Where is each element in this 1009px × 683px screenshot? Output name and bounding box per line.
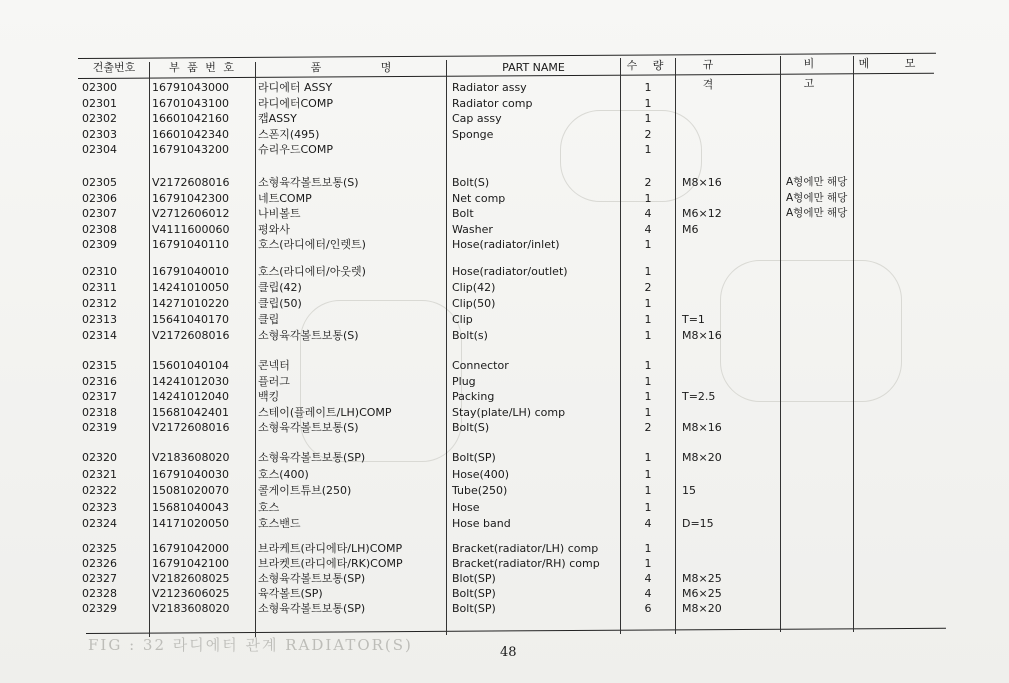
- qty-cell: 1: [644, 359, 652, 372]
- code-cell: 02311: [82, 281, 117, 294]
- part-name-cell: Hose(400): [452, 467, 510, 481]
- qty-cell: 1: [644, 238, 652, 251]
- code-cell: 02318: [82, 405, 117, 419]
- table-row: [0, 500, 1009, 515]
- code-cell: 02300: [82, 81, 117, 94]
- figure-caption: FIG : 32 라디에터 관계 RADIATOR(S): [88, 636, 413, 654]
- remark-cell: A형에만 해당: [786, 191, 848, 204]
- remark-cell: A형에만 해당: [786, 207, 848, 219]
- qty-cell: 1: [644, 405, 652, 419]
- table-row: [0, 312, 1009, 327]
- part-number-cell: 16601042340: [152, 127, 229, 141]
- part-name-cell: Hose(radiator/outlet): [452, 265, 568, 278]
- code-cell: 02302: [82, 112, 117, 125]
- header-part-number: 부 품 번 호: [169, 61, 236, 74]
- header-spec: 규 격: [702, 58, 754, 91]
- part-name-cell: Washer: [452, 222, 493, 236]
- header-name-kor: 품 명: [310, 61, 392, 74]
- part-name-cell: Bolt(s): [452, 329, 488, 342]
- name-kor-cell: 소형육각볼트보통(S): [258, 329, 359, 342]
- name-kor-cell: 나비볼트: [258, 207, 301, 220]
- part-number-cell: V2172608016: [152, 176, 230, 189]
- part-number-cell: V2183608020: [152, 451, 230, 464]
- qty-cell: 2: [644, 421, 652, 434]
- code-cell: 02310: [82, 265, 117, 278]
- qty-cell: 1: [644, 542, 652, 555]
- qty-cell: 1: [644, 329, 652, 342]
- code-cell: 02306: [82, 191, 117, 205]
- spec-cell: M8×16: [682, 329, 722, 342]
- table-row: [0, 358, 1009, 373]
- part-number-cell: 14241012030: [152, 374, 229, 388]
- code-cell: 02322: [82, 484, 117, 497]
- code-cell: 02321: [82, 467, 117, 481]
- part-name-cell: Clip(50): [452, 297, 496, 310]
- table-row: [0, 483, 1009, 498]
- code-cell: 02317: [82, 390, 117, 403]
- name-kor-cell: 스테이(플레이트/LH)COMP: [258, 405, 392, 419]
- part-name-cell: Bolt: [452, 207, 474, 220]
- qty-cell: 4: [644, 572, 652, 585]
- name-kor-cell: 스폰지(495): [258, 127, 320, 141]
- part-number-cell: 16791043200: [152, 143, 229, 156]
- spec-cell: M6×25: [682, 587, 722, 600]
- code-cell: 02304: [82, 143, 117, 156]
- part-name-cell: Cap assy: [452, 112, 502, 125]
- code-cell: 02326: [82, 557, 117, 570]
- name-kor-cell: 슈리우드COMP: [258, 143, 333, 156]
- name-kor-cell: 네트COMP: [258, 191, 312, 205]
- part-number-cell: V2182608025: [152, 572, 230, 585]
- name-kor-cell: 클립(42): [258, 281, 302, 294]
- code-cell: 02313: [82, 313, 117, 326]
- part-name-cell: Radiator comp: [452, 96, 533, 110]
- spec-cell: M6×12: [682, 207, 722, 220]
- part-name-cell: Net comp: [452, 191, 506, 205]
- name-kor-cell: 호스(라디에터/아웃렛): [258, 265, 366, 278]
- qty-cell: 1: [644, 500, 652, 514]
- part-number-cell: 16791040110: [152, 238, 229, 251]
- part-number-cell: 15681042401: [152, 405, 229, 419]
- part-number-cell: 16791042000: [152, 542, 229, 555]
- part-number-cell: 15641040170: [152, 313, 229, 326]
- code-cell: 02320: [82, 451, 117, 464]
- spec-cell: M6: [682, 222, 699, 236]
- code-cell: 02301: [82, 96, 117, 110]
- qty-cell: 1: [644, 265, 652, 278]
- code-cell: 02327: [82, 572, 117, 585]
- part-name-cell: Connector: [452, 359, 509, 372]
- qty-cell: 2: [644, 176, 652, 189]
- code-cell: 02303: [82, 127, 117, 141]
- part-name-cell: Hose(radiator/inlet): [452, 238, 560, 251]
- part-name-cell: Hose band: [452, 517, 511, 530]
- table-row: [0, 571, 1009, 586]
- spec-cell: M8×25: [682, 572, 722, 585]
- code-cell: 02305: [82, 176, 117, 189]
- table-row: [0, 467, 1009, 482]
- part-name-cell: Bolt(S): [452, 421, 490, 434]
- part-number-cell: V2172608016: [152, 329, 230, 342]
- part-name-cell: Packing: [452, 390, 495, 403]
- table-row: [0, 237, 1009, 252]
- table-row: [0, 127, 1009, 142]
- part-number-cell: 16791042100: [152, 557, 229, 570]
- part-name-cell: Sponge: [452, 127, 494, 141]
- name-kor-cell: 소형육각볼트보통(S): [258, 421, 359, 434]
- table-row: [0, 516, 1009, 531]
- table-row: [0, 374, 1009, 389]
- code-cell: 02324: [82, 517, 117, 530]
- part-number-cell: V2183608020: [152, 602, 230, 615]
- code-cell: 02319: [82, 421, 117, 434]
- spec-cell: M8×16: [682, 421, 722, 434]
- table-row: [0, 80, 1009, 95]
- part-name-cell: Clip: [452, 313, 473, 326]
- table-row: [0, 206, 1009, 221]
- part-number-cell: 14271010220: [152, 297, 229, 310]
- part-name-cell: Clip(42): [452, 281, 496, 294]
- qty-cell: 1: [644, 191, 652, 205]
- part-number-cell: 14171020050: [152, 517, 229, 530]
- part-name-cell: Bolt(SP): [452, 602, 496, 615]
- qty-cell: 1: [644, 96, 652, 110]
- spec-cell: M8×20: [682, 451, 722, 464]
- qty-cell: 1: [644, 467, 652, 481]
- header-remark: 비 고: [803, 57, 831, 90]
- qty-cell: 1: [644, 297, 652, 310]
- table-row: [0, 142, 1009, 157]
- code-cell: 02308: [82, 222, 117, 236]
- part-number-cell: 14241010050: [152, 281, 229, 294]
- qty-cell: 4: [644, 207, 652, 220]
- qty-cell: 1: [644, 451, 652, 464]
- name-kor-cell: 호스: [258, 500, 280, 514]
- name-kor-cell: 클립: [258, 313, 280, 326]
- table-row: [0, 264, 1009, 279]
- qty-cell: 4: [644, 222, 652, 236]
- part-name-cell: Bolt(SP): [452, 451, 496, 464]
- qty-cell: 4: [644, 517, 652, 530]
- spec-cell: D=15: [682, 517, 714, 530]
- name-kor-cell: 라디에터COMP: [258, 96, 333, 110]
- part-name-cell: Stay(plate/LH) comp: [452, 405, 566, 419]
- table-row: [0, 420, 1009, 435]
- part-number-cell: 15601040104: [152, 359, 229, 372]
- name-kor-cell: 콘넥터: [258, 359, 290, 372]
- remark-cell: A형에만 해당: [786, 176, 848, 188]
- spec-cell: M8×16: [682, 176, 722, 189]
- table-row: [0, 541, 1009, 556]
- part-number-cell: 16701043100: [152, 96, 229, 110]
- header-memo: 메 모: [858, 57, 932, 70]
- part-number-cell: 16601042160: [152, 112, 229, 125]
- part-name-cell: Bolt(S): [452, 176, 490, 189]
- qty-cell: 1: [644, 313, 652, 326]
- code-cell: 02307: [82, 207, 117, 220]
- part-name-cell: Blot(SP): [452, 572, 496, 585]
- code-cell: 02315: [82, 359, 117, 372]
- header-code: 건출번호: [92, 61, 136, 74]
- spec-cell: T=2.5: [682, 390, 716, 403]
- part-number-cell: 14241012040: [152, 390, 229, 403]
- part-number-cell: V4111600060: [152, 222, 230, 236]
- code-cell: 02314: [82, 329, 117, 342]
- table-row: [0, 191, 1009, 206]
- table-row: [0, 222, 1009, 237]
- name-kor-cell: 육각볼트(SP): [258, 587, 323, 600]
- part-number-cell: V2123606025: [152, 587, 230, 600]
- part-number-cell: 16791042300: [152, 191, 229, 205]
- page-number: 48: [500, 645, 517, 660]
- part-number-cell: 16791043000: [152, 81, 229, 94]
- name-kor-cell: 라디에터 ASSY: [258, 81, 333, 94]
- spec-cell: 15: [682, 484, 696, 497]
- qty-cell: 6: [644, 602, 652, 615]
- table-row: [0, 450, 1009, 465]
- qty-cell: 2: [644, 281, 652, 294]
- qty-cell: 1: [644, 557, 652, 570]
- code-cell: 02323: [82, 500, 117, 514]
- table-row: [0, 389, 1009, 404]
- part-number-cell: 16791040010: [152, 265, 229, 278]
- qty-cell: 1: [644, 484, 652, 497]
- qty-cell: 1: [644, 390, 652, 403]
- name-kor-cell: 소형육각볼트보통(S): [258, 176, 359, 189]
- spec-cell: M8×20: [682, 602, 722, 615]
- part-number-cell: V2712606012: [152, 207, 230, 220]
- spec-cell: T=1: [682, 313, 705, 326]
- table-row: [0, 280, 1009, 295]
- table-row: [0, 111, 1009, 126]
- qty-cell: 1: [644, 112, 652, 125]
- qty-cell: 1: [644, 143, 652, 156]
- name-kor-cell: 브라켓트(라디에타/RK)COMP: [258, 557, 403, 570]
- part-name-cell: Bracket(radiator/LH) comp: [452, 542, 599, 555]
- part-number-cell: 16791040030: [152, 467, 229, 481]
- name-kor-cell: 소형육각볼트보통(SP): [258, 451, 366, 464]
- header-qty: 수 량: [626, 59, 670, 72]
- name-kor-cell: 호스밴드: [258, 517, 301, 530]
- qty-cell: 4: [644, 587, 652, 600]
- name-kor-cell: 클립(50): [258, 297, 302, 310]
- name-kor-cell: 호스(라디에터/인렛트): [258, 238, 366, 251]
- part-name-cell: Bolt(SP): [452, 587, 496, 600]
- table-row: [0, 96, 1009, 111]
- qty-cell: 1: [644, 81, 652, 94]
- part-number-cell: 15681040043: [152, 500, 229, 514]
- part-name-cell: Bracket(radiator/RH) comp: [452, 557, 600, 570]
- table-row: [0, 556, 1009, 571]
- name-kor-cell: 평와사: [258, 222, 290, 236]
- code-cell: 02312: [82, 297, 117, 310]
- table-row: [0, 601, 1009, 616]
- part-number-cell: 15081020070: [152, 484, 229, 497]
- name-kor-cell: 소형육각볼트보통(SP): [258, 572, 366, 585]
- header-part-name: PART NAME: [502, 61, 565, 74]
- table-row: [0, 175, 1009, 190]
- name-kor-cell: 호스(400): [258, 467, 309, 481]
- qty-cell: 2: [644, 127, 652, 141]
- code-cell: 02309: [82, 238, 117, 251]
- name-kor-cell: 콜게이트튜브(250): [258, 484, 352, 497]
- code-cell: 02328: [82, 587, 117, 600]
- table-row: [0, 586, 1009, 601]
- name-kor-cell: 플러그: [258, 374, 290, 388]
- table-row: [0, 328, 1009, 343]
- code-cell: 02325: [82, 542, 117, 555]
- table-row: [0, 405, 1009, 420]
- part-name-cell: Tube(250): [452, 484, 508, 497]
- part-name-cell: Plug: [452, 374, 476, 388]
- name-kor-cell: 소형육각볼트보통(SP): [258, 602, 366, 615]
- table-row: [0, 296, 1009, 311]
- qty-cell: 1: [644, 374, 652, 388]
- name-kor-cell: 백킹: [258, 390, 280, 403]
- part-number-cell: V2172608016: [152, 421, 230, 434]
- part-name-cell: Hose: [452, 500, 480, 514]
- name-kor-cell: 캡ASSY: [258, 112, 297, 125]
- part-name-cell: Radiator assy: [452, 81, 527, 94]
- name-kor-cell: 브라케트(라디에타/LH)COMP: [258, 542, 403, 555]
- code-cell: 02316: [82, 374, 117, 388]
- code-cell: 02329: [82, 602, 117, 615]
